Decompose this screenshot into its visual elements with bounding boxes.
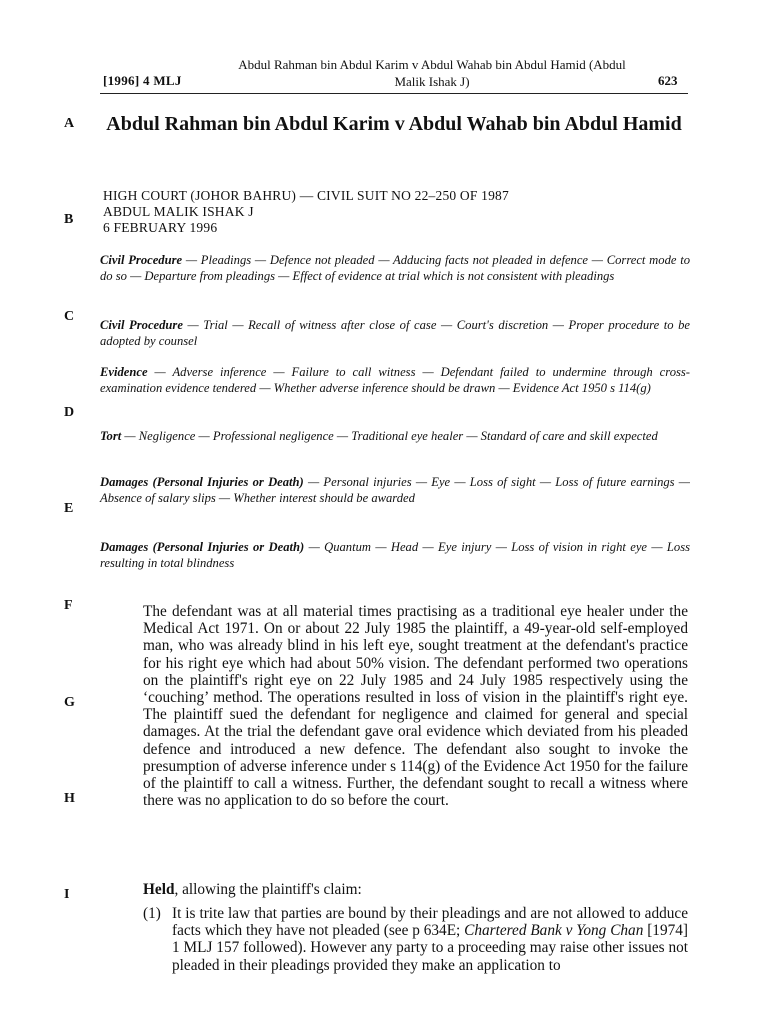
- catchword-text: — Trial — Recall of witness after close of case — Court's discretion — Proper procedure to be adopted by counsel: [100, 318, 690, 349]
- catchword-subject: Damages (Personal Injuries or Death): [100, 475, 304, 489]
- held-line: [143, 881, 362, 898]
- court-line: HIGH COURT (JOHOR BAHRU) — CIVIL SUIT NO 22–250 OF 1987: [103, 188, 509, 203]
- header-rule: [100, 93, 688, 94]
- margin-letter-f: F: [64, 598, 73, 613]
- margin-letter-g: G: [64, 695, 75, 710]
- margin-letter-d: D: [64, 405, 75, 420]
- catchword-subject: Evidence: [100, 365, 148, 379]
- cited-case: Chartered Bank v Yong Chan: [464, 922, 644, 940]
- catchword-6: [100, 539, 690, 572]
- held-item-number: (1): [143, 905, 161, 922]
- page-number: 623: [658, 73, 678, 88]
- catchword-text: — Adverse inference — Failure to call witness — Defendant failed to undermine through cross-examination evidence tendered — Whether adverse inference should be drawn — Evidence Act 1950 s 114(g): [100, 365, 690, 396]
- catchword-text: — Negligence — Professional negligence — Traditional eye healer — Standard of care and skill expected: [121, 429, 658, 443]
- catchword-subject: Civil Procedure: [100, 253, 183, 267]
- court-details: [103, 188, 509, 236]
- report-citation: [1996] 4 MLJ: [103, 73, 182, 88]
- held-label: Held: [143, 881, 175, 898]
- catchword-5: [100, 474, 690, 507]
- catchword-subject: Tort: [100, 429, 122, 443]
- catchword-text: — Personal injuries — Eye — Loss of sight — Loss of future earnings — Absence of salary slips — Whether interest should be awarded: [100, 475, 690, 506]
- case-title: Abdul Rahman bin Abdul Karim v Abdul Wahab bin Abdul Hamid: [106, 113, 682, 135]
- catchword-text: — Quantum — Head — Eye injury — Loss of vision in right eye — Loss resulting in total blindness: [100, 540, 690, 571]
- catchword-3: [100, 364, 690, 397]
- catchword-subject: Damages (Personal Injuries or Death): [100, 540, 305, 554]
- held-rest: , allowing the plaintiff's claim:: [174, 881, 362, 898]
- headnote-paragraph: The defendant was at all material times practising as a traditional eye healer under the Medical Act 1971. On or about 22 July 1985 the plaintiff, a 49-year-old self-employed man, who was already blind in his left eye, sought treatment at the defendant's practice for his right eye which had about 50% vision. The defendant performed two operations on the plaintiff's right eye on 22 July 1985 and 24 July 1985 respectively using the ‘couching’ method. The operations resulted in loss of vision in the plaintiff's right eye. The plaintiff sued the defendant for negligence and claimed for general and special damages. At the trial the defendant gave oral evidence which deviated from his pleaded defence and introduced a new defence. The defendant also sought to invoke the presumption of adverse inference under s 114(g) of the Evidence Act 1950 for the failure of the plaintiff to call a witness. Further, the defendant sought to recall a witness where there was no application to do so before the court.: [143, 603, 688, 810]
- margin-letter-a: A: [64, 116, 75, 131]
- catchword-2: [100, 317, 690, 350]
- margin-letter-h: H: [64, 791, 75, 806]
- judge-line: ABDUL MALIK ISHAK J: [103, 204, 254, 219]
- margin-letter-e: E: [64, 501, 74, 516]
- running-title: Abdul Rahman bin Abdul Karim v Abdul Wahab bin Abdul Hamid (Abdul Malik Ishak J): [238, 57, 626, 89]
- margin-letter-c: C: [64, 309, 75, 324]
- catchword-text: — Pleadings — Defence not pleaded — Adducing facts not pleaded in defence — Correct mode to do so — Departure from pleadings — Effect of evidence at trial which is not consistent with pleadings: [100, 253, 690, 284]
- catchword-1: [100, 252, 690, 285]
- catchword-subject: Civil Procedure: [100, 318, 183, 332]
- margin-letter-b: B: [64, 212, 74, 227]
- margin-letter-i: I: [64, 887, 70, 902]
- held-item-1: [172, 905, 688, 974]
- held-item-text: It is trite law that parties are bound by their pleadings and are not allowed to adduce facts which they have not pleaded (see p 634E;: [172, 905, 688, 940]
- catchword-4: [100, 428, 690, 444]
- held-item-text-cont: [1974] 1 MLJ 157 followed). However any party to a proceeding may raise other issues not pleaded in their pleadings provided they make an application to: [172, 922, 688, 974]
- date-line: 6 FEBRUARY 1996: [103, 220, 218, 235]
